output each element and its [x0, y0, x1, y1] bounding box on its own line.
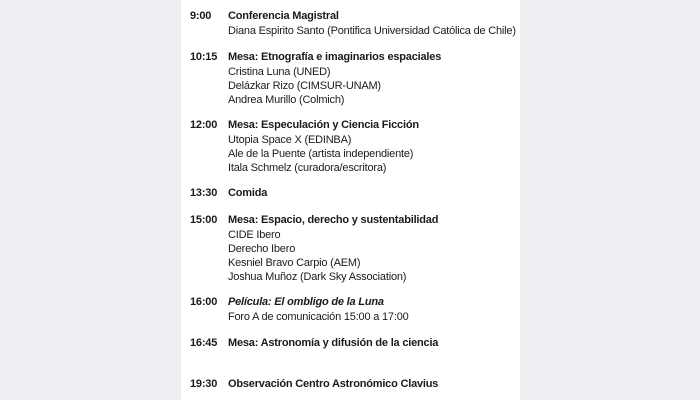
entry-time: 12:00: [190, 119, 218, 131]
entry-body: [228, 49, 518, 107]
entry-body: [228, 185, 518, 201]
entry-participant: CIDE Ibero: [228, 229, 281, 241]
entry-participant: Utopia Space X (EDINBA): [228, 134, 352, 146]
entry-time: 10:15: [190, 51, 218, 63]
entry-body: [228, 117, 518, 175]
entry-time: 19:30: [190, 378, 218, 390]
entry-title: Observación Centro Astronómico Clavius: [228, 378, 439, 390]
entry-participant: Kesniel Bravo Carpio (AEM): [228, 257, 361, 269]
entry-participant: Cristina Luna (UNED): [228, 66, 331, 78]
entry-title: Mesa: Espacio, derecho y sustentabilidad: [228, 214, 439, 226]
entry-participant: Diana Espirito Santo (Pontifica Universidad Católica de Chile): [228, 25, 516, 37]
entry-body: [228, 294, 518, 324]
entry-participant: Andrea Murillo (Colmich): [228, 94, 345, 106]
entry-title: Mesa: Especulación y Ciencia Ficción: [228, 119, 419, 131]
entry-title: Mesa: Etnografía e imaginarios espaciales: [228, 51, 442, 63]
entry-title: Comida: [228, 187, 268, 199]
entry-participant: Itala Schmelz (curadora/escritora): [228, 162, 387, 174]
entry-time: 9:00: [190, 10, 212, 22]
entry-participant: Delázkar Rizo (CIMSUR-UNAM): [228, 80, 381, 92]
entry-title: Conferencia Magistral: [228, 10, 339, 22]
entry-body: [228, 212, 518, 284]
entry-body: [228, 335, 518, 351]
entry-location: Foro A de comunicación 15:00 a 17:00: [228, 311, 409, 323]
entry-participant: Ale de la Puente (artista independiente): [228, 148, 414, 160]
entry-time: 16:45: [190, 337, 218, 349]
entry-time: 16:00: [190, 296, 218, 308]
entry-body: [228, 8, 518, 38]
entry-time: 13:30: [190, 187, 218, 199]
program-page: [181, 0, 520, 400]
entry-time: 15:00: [190, 214, 218, 226]
entry-title: Película: El ombligo de la Luna: [228, 296, 384, 308]
entry-participant: Derecho Ibero: [228, 243, 296, 255]
entry-participant: Joshua Muñoz (Dark Sky Association): [228, 271, 407, 283]
entry-body: [228, 376, 518, 392]
entry-title: Mesa: Astronomía y difusión de la ciencia: [228, 337, 439, 349]
